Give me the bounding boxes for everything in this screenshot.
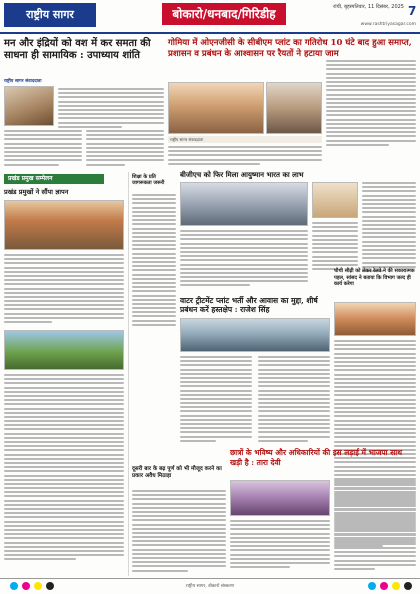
story-4-side-photo (312, 182, 358, 218)
story-7-headline: छात्रों के भविष्य और अधिकारियों की इस लड़ाई में भाजपा साथ खड़ी है : तारा देवी (230, 448, 403, 467)
registration-swatch-cyan (10, 582, 18, 590)
column-rule (128, 172, 129, 576)
story-3-banner: प्रखंड प्रमुख सम्मेलन (4, 174, 104, 184)
story-8-body (132, 490, 226, 574)
section-title: बोकारो/धनबाद/गिरिडीह (162, 3, 286, 25)
story-5-body-col2 (258, 356, 330, 444)
masthead (0, 0, 420, 34)
story-4-headline: बीजीएच को फिर मिला आयुष्मान भारत का लाभ (180, 170, 304, 179)
story-7-photo (230, 480, 330, 516)
story-5-photo (180, 318, 330, 352)
story-1-body-cont (4, 130, 82, 168)
story-5-body (180, 356, 252, 444)
registration-swatch-magenta (22, 582, 30, 590)
story-1-byline: राष्ट्रीय सागर संवाददाता (4, 79, 42, 84)
story-1-photo (4, 86, 54, 126)
registration-swatch-black (46, 582, 54, 590)
story-7-body (230, 520, 330, 570)
story-4-far-body (362, 182, 416, 274)
story-7-body-col2 (334, 480, 416, 572)
story-3-headline: प्रखंड प्रमुखों ने सौंपा ज्ञापन (4, 188, 69, 196)
story-1-body-col2 (86, 130, 164, 168)
story-6-headline: चौथी सीढ़ी को लेकर रेलवे ने की सकारात्मक पहल, सांसद ने बताया कि विभाग जल्द ही कार्य करेगा (334, 268, 415, 287)
story-3-photo (4, 200, 124, 250)
registration-swatch-yellow (34, 582, 42, 590)
story-6-photo (334, 302, 416, 336)
story-1-headline: मन और इंद्रियों को वश में कर समता की साधना ही सामायिक : उपाध्याय शांति (4, 38, 151, 61)
story-9-body (4, 374, 124, 562)
registration-swatch-black-right (404, 582, 412, 590)
story-2-byline: राष्ट्रीय सागर संवाददाता (168, 136, 322, 143)
story-2-headline: गोमिया में ओएनजीसी के सीबीएम प्लांट का गतिरोध 10 घंटे बाद हुआ समाप्त, प्रशासन व प्रबंधन के आश्वासन पर रैयतों ने हटाया जाम (168, 38, 412, 59)
story-9-side-body (132, 194, 176, 328)
story-9-headline: शिक्षा के प्रति जागरूकता जरूरी (132, 174, 165, 186)
website: www.rashtriyasagar.com (360, 22, 416, 27)
sports-photo (4, 330, 124, 370)
story-2-body (326, 60, 416, 148)
issue-date: रांची, बृहस्पतिवार, 11 दिसंबर, 2025 (333, 4, 404, 10)
footer-text: राष्ट्रीय सागर, बोकारो संस्करण (185, 584, 235, 589)
story-2-photo-second (266, 82, 322, 134)
story-2-photo-main (168, 82, 264, 134)
story-2-body-left (168, 146, 322, 167)
story-5-headline: वाटर ट्रीटमेंट प्लांट भर्ती और आवास का मुद्दा, शीर्ष प्रबंधन करें हस्तक्षेप : राजेश सिंह (180, 296, 318, 314)
story-4-body (180, 230, 308, 289)
story-4-side-body (312, 222, 358, 272)
story-1-body (58, 88, 164, 130)
story-8-headline: दूसरी बार के बढ़ पूर्ण को भी मौजूद करने का प्रकार अवैध मिठाड़ा (132, 466, 222, 479)
registration-swatch-magenta-right (380, 582, 388, 590)
page-number: 7 (408, 4, 417, 18)
story-3-body (4, 254, 124, 325)
registration-swatch-cyan-right (368, 582, 376, 590)
registration-swatch-yellow-right (392, 582, 400, 590)
story-4-photo (180, 182, 308, 226)
paper-name: राष्ट्रीय सागर (4, 3, 96, 27)
